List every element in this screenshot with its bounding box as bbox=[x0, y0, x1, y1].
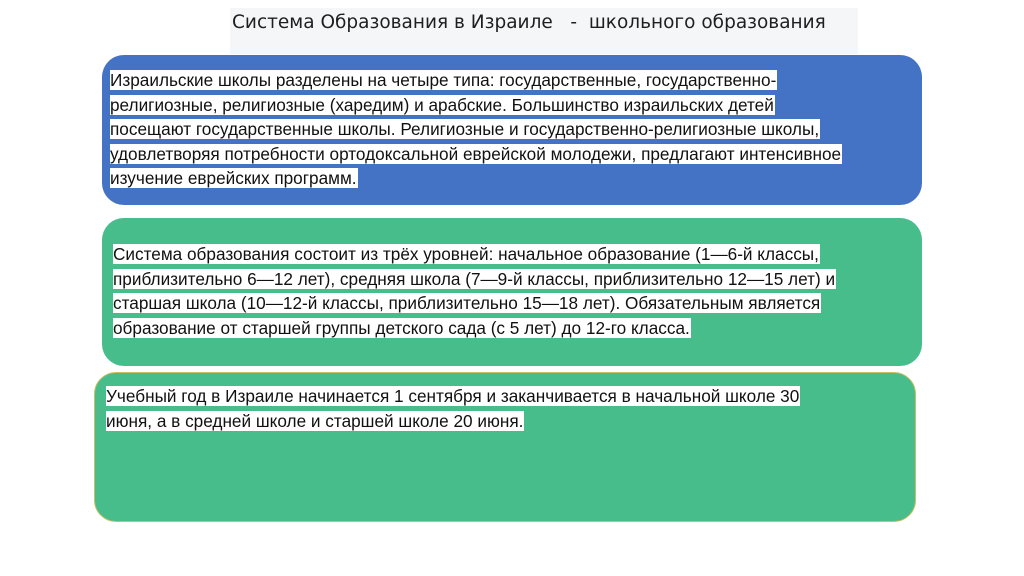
text-line: Учебный год в Израиле начинается 1 сентября и заканчивается в начальной школе 30 bbox=[106, 386, 800, 406]
text-line: приблизительно 6—12 лет), средняя школа (7—9-й классы, приблизительно 12—15 лет) и bbox=[113, 268, 836, 289]
text-line: изучение еврейских программ. bbox=[110, 168, 357, 188]
text-line: образование от старшей группы детского сада (с 5 лет) до 12-го класса. bbox=[113, 317, 690, 338]
education-levels-text bbox=[113, 242, 836, 340]
text-line: удовлетворяя потребности ортодоксальной еврейской молодежи, предлагают интенсивное bbox=[110, 143, 842, 164]
text-line: религиозные, религиозные (харедим) и арабские. Большинство израильских детей bbox=[110, 94, 774, 115]
school-year-text bbox=[106, 384, 800, 433]
text-line: Система образования состоит из трёх уровней: начальное образование (1—6-й классы, bbox=[113, 244, 819, 264]
text-line: Израильские школы разделены на четыре типа: государственные, государственно- bbox=[110, 70, 777, 90]
text-line: июня, а в средней школе и старшей школе 20 июня. bbox=[106, 410, 524, 431]
slide-title: Система Образования в Израиле - школьного образования bbox=[230, 8, 858, 54]
school-types-text bbox=[110, 68, 842, 191]
text-line: старшая школа (10—12-й классы, приблизительно 15—18 лет). Обязательным является bbox=[113, 293, 821, 313]
text-line: посещают государственные школы. Религиозные и государственно-религиозные школы, bbox=[110, 119, 820, 139]
